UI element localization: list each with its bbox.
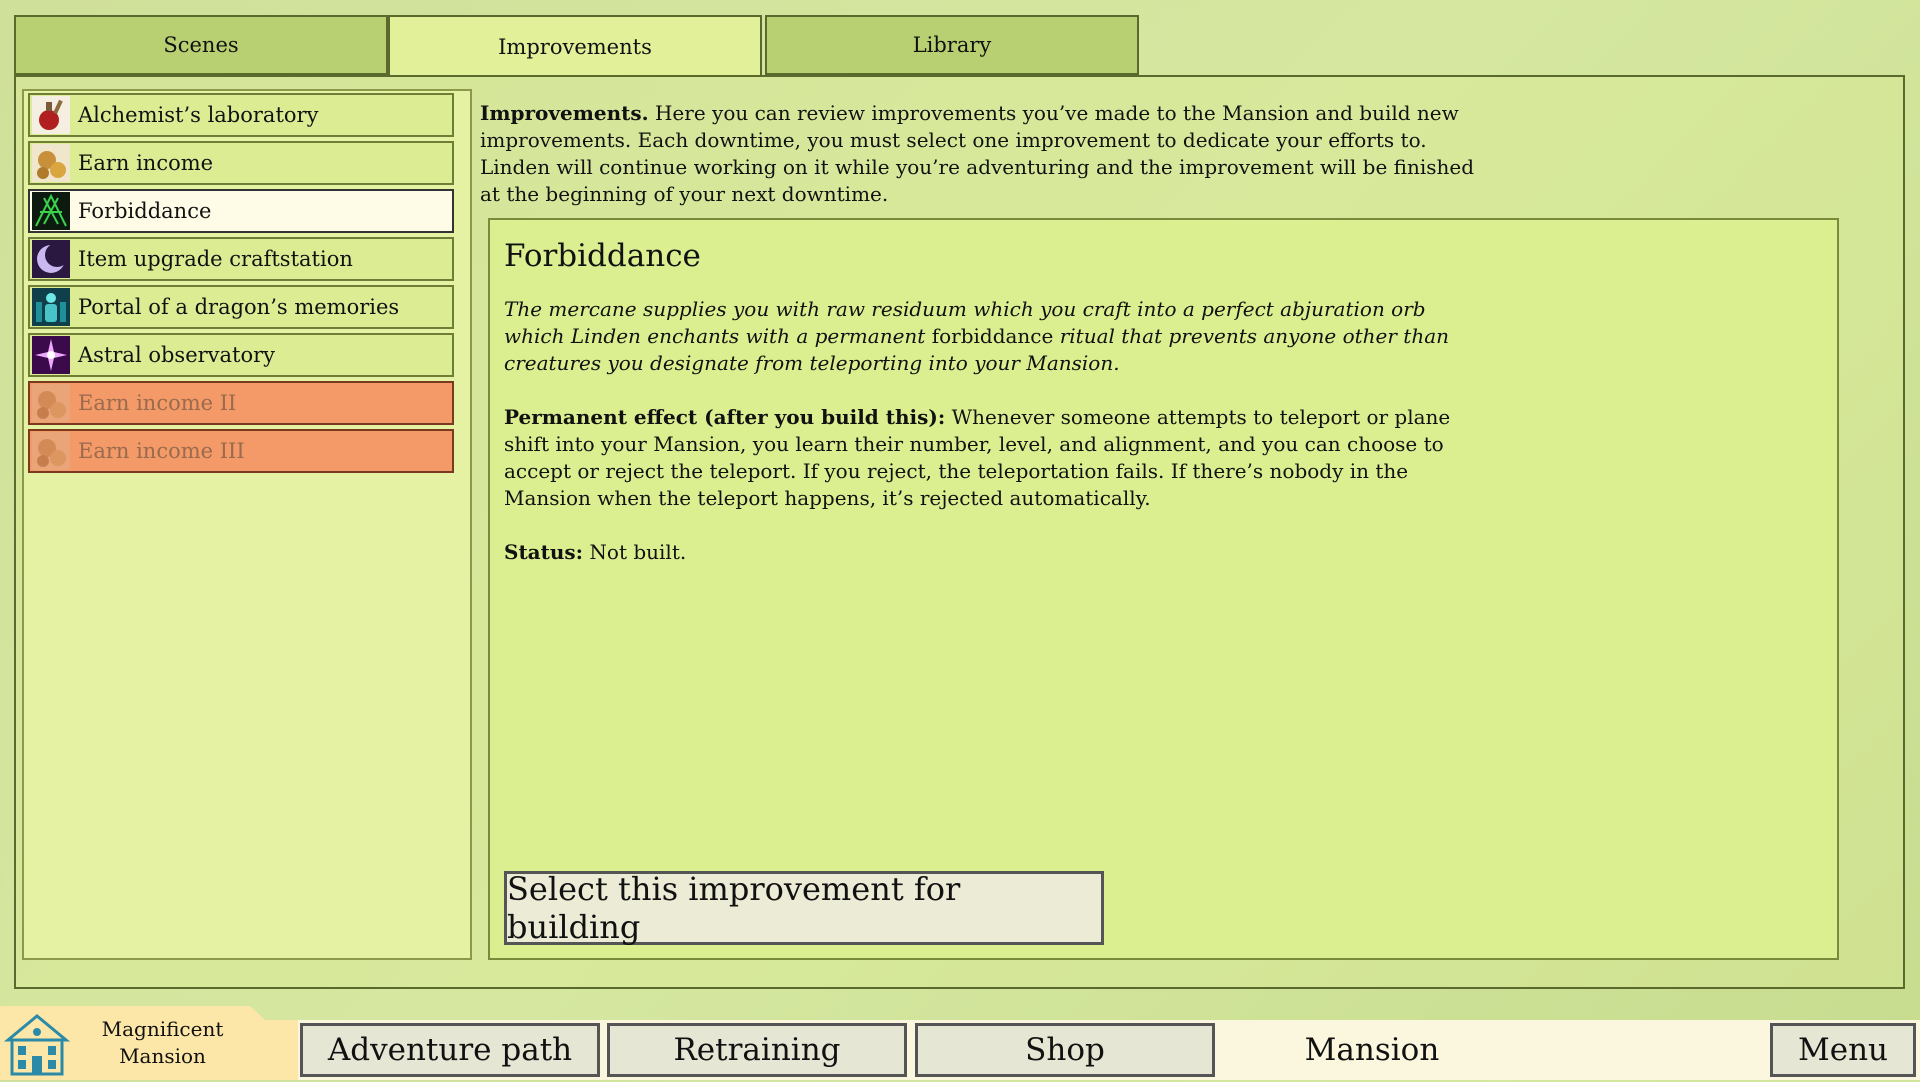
list-item-label: Alchemist’s laboratory: [78, 103, 319, 127]
list-item-earn-income-iii[interactable]: [28, 429, 454, 473]
tab-scenes[interactable]: Scenes: [14, 15, 388, 75]
forbiddance-rune-icon: [32, 192, 70, 230]
list-item-label: Earn income II: [78, 391, 237, 415]
potion-icon: [32, 96, 70, 134]
list-item-earn-income-ii[interactable]: [28, 381, 454, 425]
status-line: [504, 539, 1484, 566]
effect-label: Permanent effect (after you build this):: [504, 405, 946, 429]
tab-improvements[interactable]: Improvements: [388, 15, 762, 77]
list-item-portal-of-a-dragons-memories[interactable]: [28, 285, 454, 329]
select-improvement-button[interactable]: Select this improvement for building: [504, 871, 1104, 945]
list-item-alchemists-laboratory[interactable]: [28, 93, 454, 137]
mansion-title: [80, 1016, 245, 1070]
improvement-detail-panel: [488, 218, 1839, 960]
list-item-label: Earn income III: [78, 439, 245, 463]
list-item-forbiddance[interactable]: [28, 189, 454, 233]
detail-title: Forbiddance: [504, 238, 701, 274]
effect-text: Whenever someone attempts to teleport or plane shift into your Mansion, you learn their number, level, and alignment, and you can choose to accept or reject the teleport. If you reject, the teleportation fails. If there’s nobody in the Mansion when the teleport happens, it’s rejected automatically.: [504, 405, 1451, 510]
improvements-intro: [480, 100, 1500, 208]
mansion-title-line2: Mansion: [119, 1044, 206, 1068]
flavor-part-2: ritual that prevents anyone other than creatures you designate from teleporting into your Mansion.: [504, 324, 1450, 375]
permanent-effect: [504, 404, 1484, 512]
coins-icon: [32, 432, 70, 470]
list-item-item-upgrade-craftstation[interactable]: [28, 237, 454, 281]
crescent-moon-icon: [32, 240, 70, 278]
nav-shop-button[interactable]: Shop: [915, 1023, 1215, 1077]
mansion-building-icon[interactable]: [4, 1010, 70, 1078]
coins-icon: [32, 384, 70, 422]
menu-button[interactable]: Menu: [1770, 1023, 1916, 1077]
list-item-astral-observatory[interactable]: [28, 333, 454, 377]
list-item-label: Earn income: [78, 151, 214, 175]
list-item-label: Portal of a dragon’s memories: [78, 295, 400, 319]
star-burst-icon: [32, 336, 70, 374]
flavor-part-1: The mercane supplies you with raw residuum which you craft into a perfect abjuration orb which Linden enchants with a permanent: [504, 297, 1426, 348]
mansion-title-line1: Magnificent: [101, 1017, 224, 1041]
list-item-earn-income[interactable]: [28, 141, 454, 185]
tab-library[interactable]: Library: [765, 15, 1139, 75]
top-tab-bar: [14, 15, 1140, 76]
improvement-list: [22, 89, 472, 960]
list-item-label: Forbiddance: [78, 199, 212, 223]
status-label: Status:: [504, 540, 584, 564]
intro-text: Here you can review improvements you’ve made to the Mansion and build new improvements. Each downtime, you must select one improvement to dedicate your efforts to. Linden will continue working on it while you’re adventuring and the improvement will be finished at the beginning of your next downtime.: [480, 101, 1475, 206]
flavor-text: [504, 296, 1484, 377]
portal-figure-icon: [32, 288, 70, 326]
status-value: Not built.: [583, 540, 687, 564]
flavor-plain: forbiddance: [931, 324, 1054, 348]
nav-adventure-path-button[interactable]: Adventure path: [300, 1023, 600, 1077]
detail-body: [504, 296, 1484, 593]
list-item-label: Astral observatory: [78, 343, 276, 367]
nav-mansion-current: Mansion: [1304, 1032, 1440, 1068]
intro-lead: Improvements.: [480, 101, 649, 125]
nav-retraining-button[interactable]: Retraining: [607, 1023, 907, 1077]
coins-icon: [32, 144, 70, 182]
list-item-label: Item upgrade craftstation: [78, 247, 353, 271]
